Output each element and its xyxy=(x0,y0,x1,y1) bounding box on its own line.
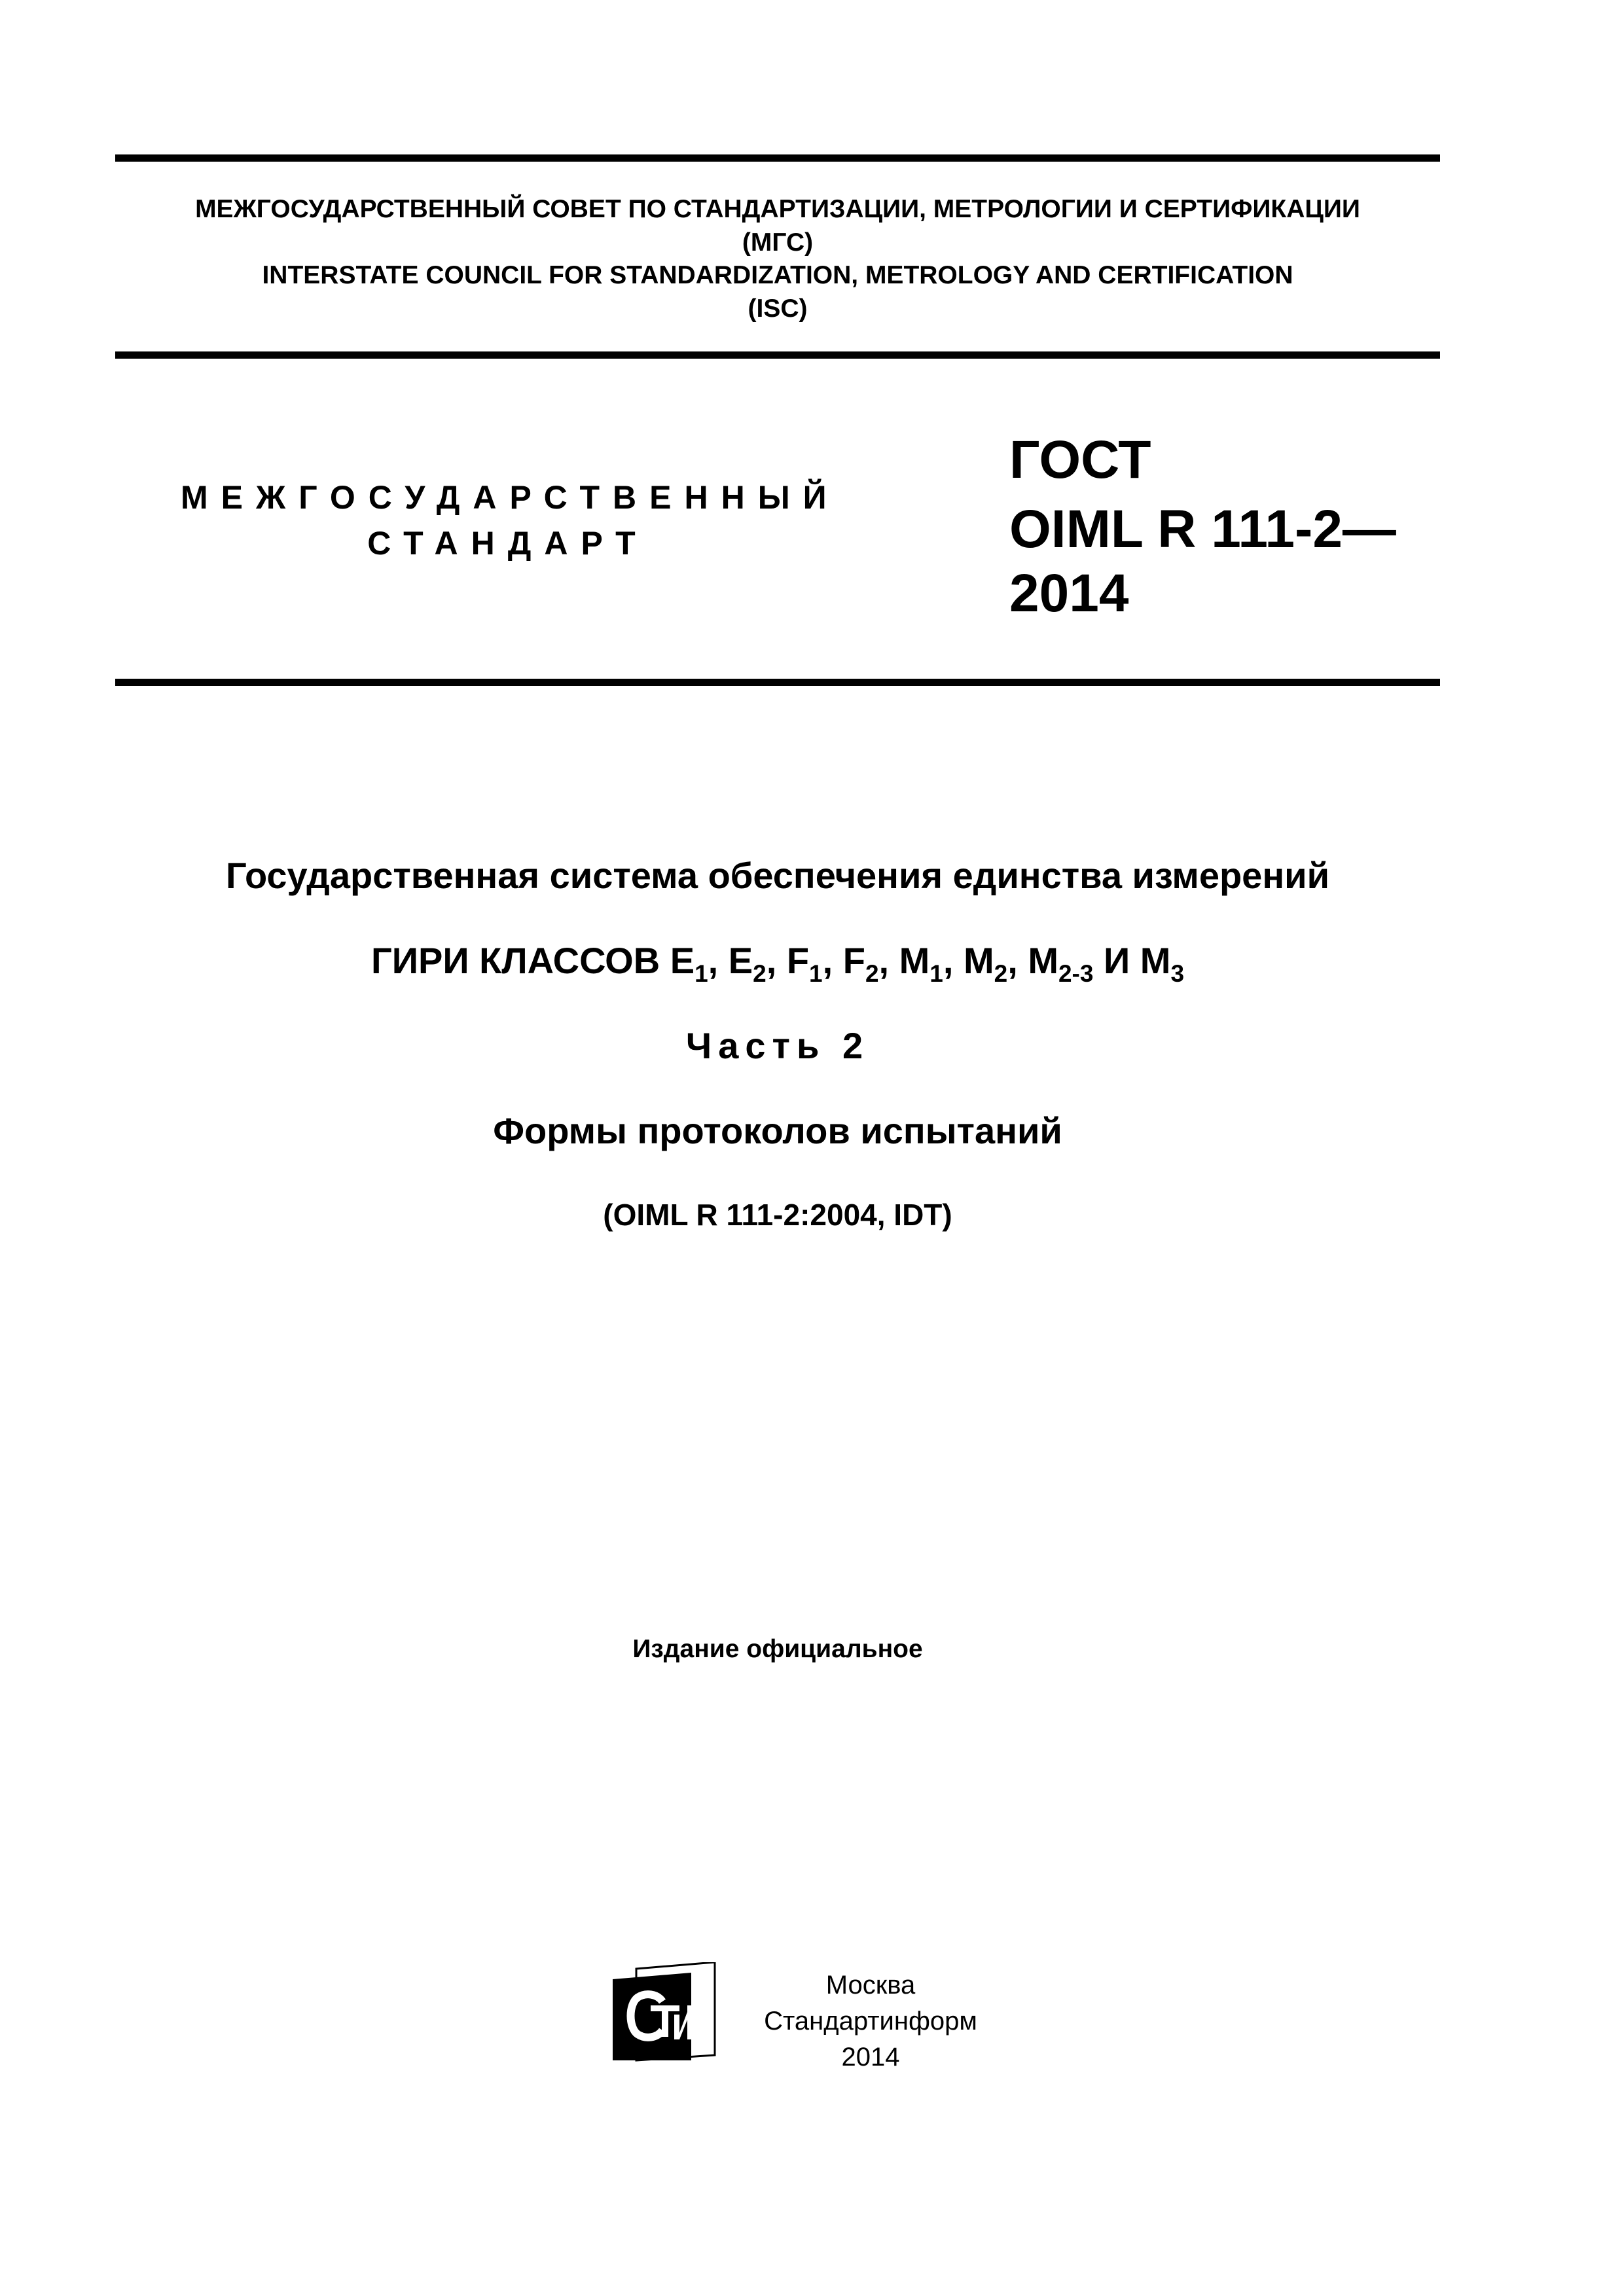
publication-year: 2014 xyxy=(841,2043,900,2072)
weight-class-letter: E xyxy=(670,940,695,981)
weight-class-separator: , xyxy=(708,940,729,981)
weight-class-list xyxy=(670,940,1184,988)
weight-class-separator: И xyxy=(1093,940,1140,981)
publisher-city: Москва xyxy=(825,1971,916,2000)
standard-rule xyxy=(115,679,1440,686)
weight-class-letter: M xyxy=(1140,940,1171,981)
weight-class-separator: , xyxy=(878,940,899,981)
weight-class-letter: M xyxy=(963,940,994,981)
council-name-en: INTERSTATE COUNCIL FOR STANDARDIZATION, METROLOGY AND CERTIFICATION xyxy=(262,261,1293,289)
weight-class-subscript: 2-3 xyxy=(1058,960,1094,988)
weight-class-separator: , xyxy=(766,940,787,981)
title-measurement-system: Государственная система обеспечения единства измерений xyxy=(225,855,1329,896)
weight-class-subscript: 2 xyxy=(753,960,767,988)
title-test-report-forms: Формы протоколов испытаний xyxy=(493,1110,1062,1151)
weight-class-letter: F xyxy=(786,940,810,981)
edition-label: Издание официальное xyxy=(632,1635,923,1663)
title-weight-classes-prefix: ГИРИ КЛАССОВ xyxy=(371,940,670,981)
weight-class-separator: , xyxy=(943,940,964,981)
gost-designation-line-1: ГОСТ xyxy=(1009,430,1151,490)
title-part: Часть 2 xyxy=(685,1025,870,1066)
weight-class-subscript: 2 xyxy=(865,960,879,988)
publisher-name: Стандартинформ xyxy=(764,2007,977,2036)
gost-designation-line-3: 2014 xyxy=(1009,564,1129,623)
weight-class-letter: M xyxy=(899,940,930,981)
weight-class-subscript: 1 xyxy=(809,960,823,988)
weight-class-subscript: 2 xyxy=(994,960,1008,988)
council-name-ru: МЕЖГОСУДАРСТВЕННЫЙ СОВЕТ ПО СТАНДАРТИЗАЦИИ, МЕТРОЛОГИИ И СЕРТИФИКАЦИИ xyxy=(195,195,1360,223)
top-rule xyxy=(115,154,1440,162)
weight-class-subscript: 3 xyxy=(1170,960,1184,988)
weight-class-subscript: 1 xyxy=(929,960,943,988)
weight-class-letter: E xyxy=(728,940,753,981)
weight-class-letter: M xyxy=(1028,940,1058,981)
standartinform-logo xyxy=(611,1962,717,2062)
header-rule xyxy=(115,351,1440,359)
title-oiml-reference: (OIML R 111-2:2004, IDT) xyxy=(603,1198,952,1232)
standard-type-line-1: МЕЖГОСУДАРСТВЕННЫЙ xyxy=(181,479,840,516)
council-abbr-ru: (МГС) xyxy=(742,228,814,257)
weight-class-separator: , xyxy=(1007,940,1028,981)
weight-class-separator: , xyxy=(822,940,843,981)
council-abbr-en: (ISC) xyxy=(748,295,808,323)
weight-class-subscript: 1 xyxy=(695,960,708,988)
gost-designation-line-2: OIML R 111-2— xyxy=(1009,499,1396,559)
title-weight-classes xyxy=(115,940,1440,988)
standard-type-line-2: СТАНДАРТ xyxy=(367,525,649,562)
weight-class-letter: F xyxy=(842,940,865,981)
